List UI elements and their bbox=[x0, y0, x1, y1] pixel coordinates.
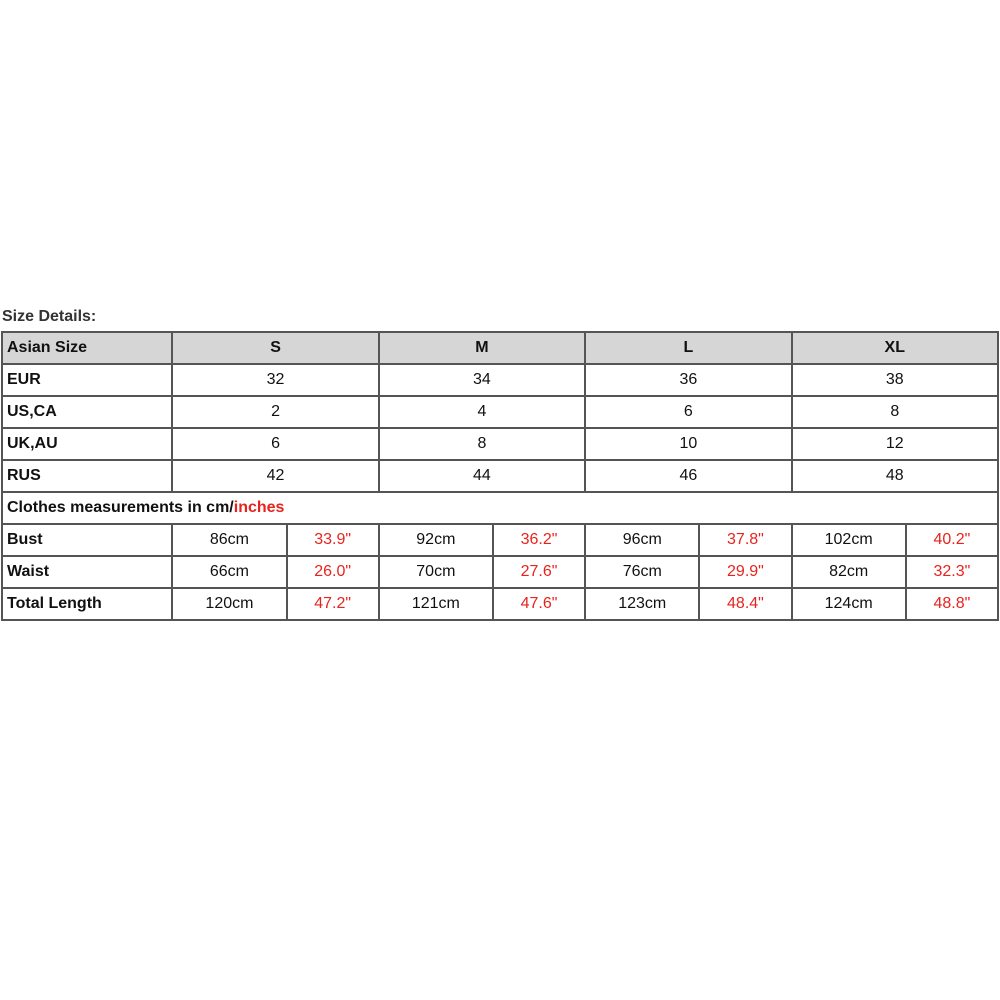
measurement-cm: 82cm bbox=[792, 556, 906, 588]
conversion-value: 10 bbox=[585, 428, 791, 460]
measurement-inches: 48.4" bbox=[699, 588, 791, 620]
measurement-inches: 47.6" bbox=[493, 588, 585, 620]
measurements-title-inches: inches bbox=[233, 499, 285, 516]
size-header-m: M bbox=[379, 332, 585, 364]
conversion-value: 8 bbox=[792, 396, 998, 428]
measurement-cm: 124cm bbox=[792, 588, 906, 620]
conversion-row bbox=[2, 460, 998, 492]
measurement-cm: 66cm bbox=[172, 556, 286, 588]
measurement-inches: 29.9" bbox=[699, 556, 791, 588]
conversion-value: 48 bbox=[792, 460, 998, 492]
conversion-value: 42 bbox=[172, 460, 378, 492]
measurement-cm: 120cm bbox=[172, 588, 286, 620]
measurement-cm: 102cm bbox=[792, 524, 906, 556]
measurement-inches: 26.0" bbox=[287, 556, 379, 588]
conversion-value: 34 bbox=[379, 364, 585, 396]
conversion-value: 38 bbox=[792, 364, 998, 396]
header-label: Asian Size bbox=[2, 332, 172, 364]
size-chart-body bbox=[2, 332, 998, 620]
conversion-value: 44 bbox=[379, 460, 585, 492]
measurement-cm: 70cm bbox=[379, 556, 493, 588]
measurement-inches: 36.2" bbox=[493, 524, 585, 556]
conversion-label: US,CA bbox=[2, 396, 172, 428]
measurement-inches: 48.8" bbox=[906, 588, 998, 620]
measurement-row bbox=[2, 556, 998, 588]
size-details-caption: Size Details: bbox=[2, 308, 97, 325]
size-header-s: S bbox=[172, 332, 378, 364]
measurement-inches: 47.2" bbox=[287, 588, 379, 620]
conversion-row bbox=[2, 364, 998, 396]
conversion-label: UK,AU bbox=[2, 428, 172, 460]
conversion-value: 46 bbox=[585, 460, 791, 492]
conversion-value: 4 bbox=[379, 396, 585, 428]
measurement-cm: 123cm bbox=[585, 588, 699, 620]
conversion-value: 2 bbox=[172, 396, 378, 428]
measurement-cm: 76cm bbox=[585, 556, 699, 588]
measurement-inches: 27.6" bbox=[493, 556, 585, 588]
conversion-row bbox=[2, 396, 998, 428]
conversion-value: 32 bbox=[172, 364, 378, 396]
conversion-value: 6 bbox=[585, 396, 791, 428]
measurements-title bbox=[2, 492, 998, 524]
conversion-value: 6 bbox=[172, 428, 378, 460]
measurement-row bbox=[2, 588, 998, 620]
measurements-title-prefix: Clothes measurements in cm/ bbox=[7, 499, 234, 516]
size-header-xl: XL bbox=[792, 332, 998, 364]
measurement-cm: 86cm bbox=[172, 524, 286, 556]
measurement-label: Waist bbox=[2, 556, 172, 588]
conversion-value: 12 bbox=[792, 428, 998, 460]
header-row bbox=[2, 332, 998, 364]
conversion-label: RUS bbox=[2, 460, 172, 492]
measurement-row bbox=[2, 524, 998, 556]
size-chart-table bbox=[1, 331, 999, 621]
measurements-title-row bbox=[2, 492, 998, 524]
measurement-cm: 121cm bbox=[379, 588, 493, 620]
measurement-inches: 33.9" bbox=[287, 524, 379, 556]
conversion-row bbox=[2, 428, 998, 460]
measurement-cm: 92cm bbox=[379, 524, 493, 556]
measurement-label: Bust bbox=[2, 524, 172, 556]
conversion-value: 36 bbox=[585, 364, 791, 396]
conversion-value: 8 bbox=[379, 428, 585, 460]
conversion-label: EUR bbox=[2, 364, 172, 396]
measurement-label: Total Length bbox=[2, 588, 172, 620]
size-header-l: L bbox=[585, 332, 791, 364]
measurement-inches: 40.2" bbox=[906, 524, 998, 556]
measurement-cm: 96cm bbox=[585, 524, 699, 556]
measurement-inches: 32.3" bbox=[906, 556, 998, 588]
measurement-inches: 37.8" bbox=[699, 524, 791, 556]
